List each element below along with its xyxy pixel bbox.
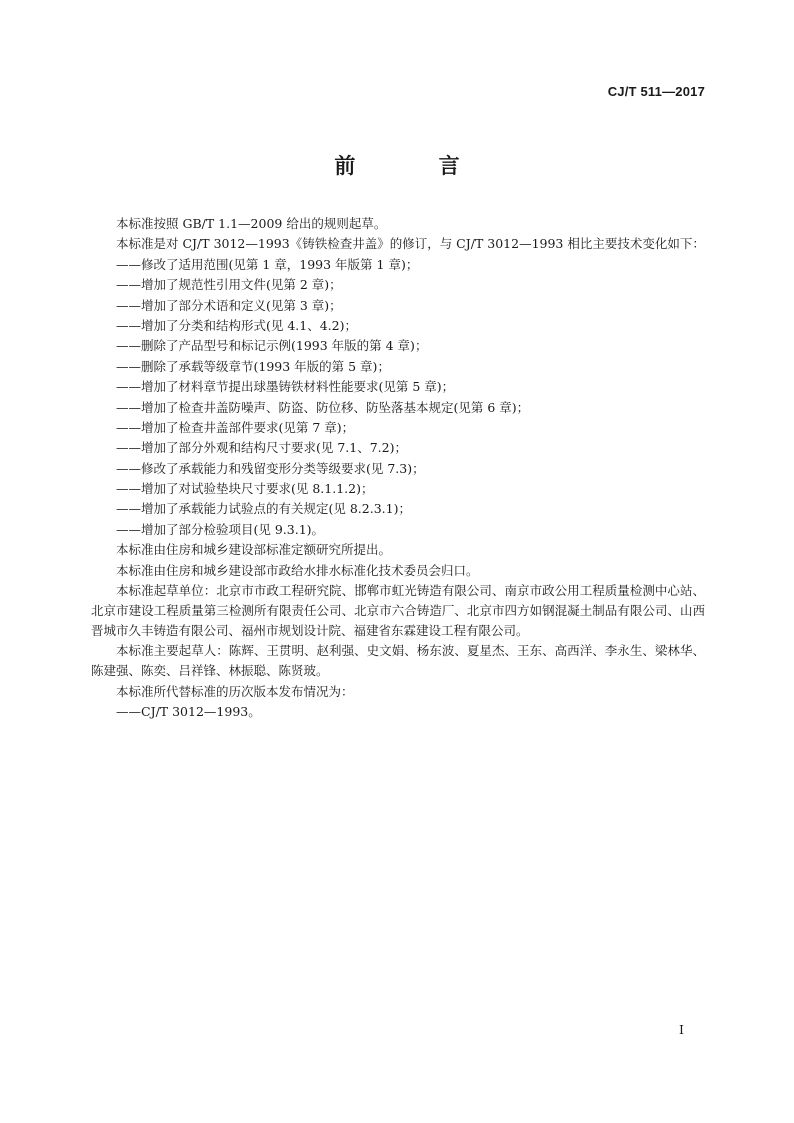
change-item: ——增加了承载能力试验点的有关规定(见 8.2.3.1)；: [116, 501, 411, 517]
change-item: ——增加了部分检验项目(见 9.3.1)。: [116, 521, 325, 537]
paragraph-drafting-units: 本标准起草单位：北京市市政工程研究院、邯郸市虹光铸造有限公司、南京市政公用工程质量检测中心站、北京市建设工程质量第三检测所有限责任公司、北京市六合铸造厂、北京市四方如钢混凝土制品有限公司、山西晋城市久丰铸造有限公司、福州市规划设计院、福建省东霖建设工程有限公司。: [91, 583, 705, 639]
paragraph-drafting-rules: 本标准按照 GB/T 1.1—2009 给出的规则起草。: [116, 216, 387, 231]
change-item: ——增加了材料章节提出球墨铸铁材料性能要求(见第 5 章)；: [116, 379, 455, 395]
paragraph-proposer: 本标准由住房和城乡建设部标准定额研究所提出。: [116, 542, 392, 558]
change-item: ——增加了检查井盖防噪声、防盗、防位移、防坠落基本规定(见第 6 章)；: [116, 399, 530, 415]
change-item: ——修改了适用范围(见第 1 章，1993 年版第 1 章)；: [116, 256, 419, 272]
page-title: 前 言: [334, 154, 498, 178]
change-item: ——增加了分类和结构形式(见 4.1、4.2)；: [116, 317, 357, 333]
standard-code: CJ/T 511—2017: [607, 84, 705, 99]
change-item: ——删除了承载等级章节(1993 年版的第 5 章)；: [116, 358, 390, 374]
paragraph-revision-intro: 本标准是对 CJ/T 3012—1993《铸铁检查井盖》的修订，与 CJ/T 3012—1993 相比主要技术变化如下：: [116, 236, 705, 252]
foreword-body: [91, 214, 705, 723]
paragraph-history-intro: 本标准所代替标准的历次版本发布情况为：: [116, 683, 354, 699]
change-item: ——增加了规范性引用文件(见第 2 章)；: [116, 277, 342, 293]
history-item: ——CJ/T 3012—1993。: [116, 704, 261, 720]
page-number: I: [679, 1022, 684, 1037]
paragraph-drafters: 本标准主要起草人：陈辉、王贯明、赵利强、史文娟、杨东波、夏星杰、王东、高西洋、李永生、梁林华、陈建强、陈奕、吕祥锋、林振聪、陈贤玻。: [91, 643, 705, 679]
paragraph-committee: 本标准由住房和城乡建设部市政给水排水标准化技术委员会归口。: [116, 562, 479, 578]
change-item: ——增加了部分外观和结构尺寸要求(见 7.1、7.2)；: [116, 440, 407, 456]
change-item: ——增加了部分术语和定义(见第 3 章)；: [116, 297, 342, 313]
change-item: ——删除了产品型号和标记示例(1993 年版的第 4 章)；: [116, 338, 428, 354]
change-item: ——修改了承载能力和残留变形分类等级要求(见 7.3)；: [116, 460, 425, 476]
change-item: ——增加了对试验垫块尺寸要求(见 8.1.1.2)；: [116, 481, 374, 497]
change-item: ——增加了检查井盖部件要求(见第 7 章)；: [116, 419, 355, 435]
